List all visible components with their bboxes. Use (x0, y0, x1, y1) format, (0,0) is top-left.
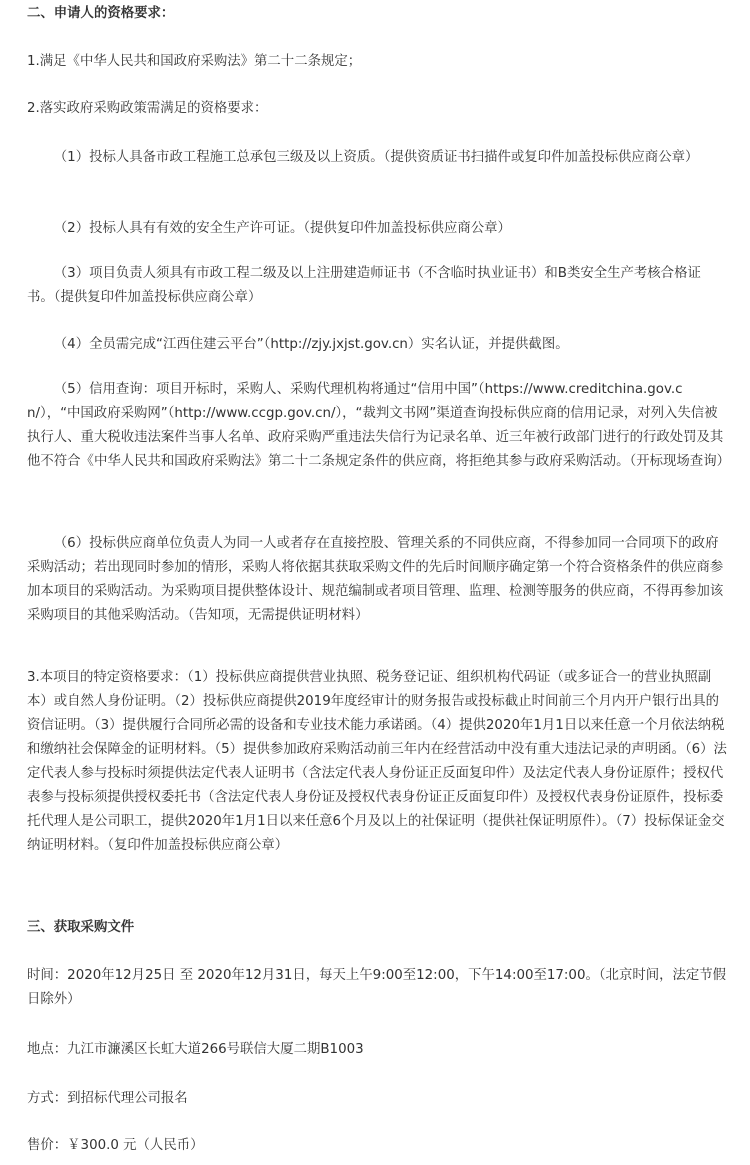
requirement-3: 3.本项目的特定资格要求：（1）投标供应商提供营业执照、税务登记证、组织机构代码证（或多证合一的营业执照副本）或自然人身份证明。（2）投标供应商提供2019年度经审计的财务报告或投标截止时间前三个月内开户银行出具的资信证明。（3）提供履行合同所必需的设备和专业技术能力承诺函。（4）提供2020年1月1日以来任意一个月依法纳税和缴纳社会保障金的证明材料。（5）提供参加政府采购活动前三年内在经营活动中没有重大违法记录的声明函。（6）法定代表人参与投标时须提供法定代表人证明书（含法定代表人身份证正反面复印件）及法定代表人身份证原件；授权代表参与投标须提供授权委托书（含法定代表人身份证及授权代表身份证正反面复印件）及授权代表身份证原件，投标委托代理人是公司职工，提供2020年1月1日以来任意6个月及以上的社保证明（提供社保证明原件）。（7）投标保证金交纳证明材料。（复印件加盖投标供应商公章） (27, 670, 727, 853)
requirement-2-sub-1: （1）投标人具备市政工程施工总承包三级及以上资质。（提供资质证书扫描件或复印件加盖投标供应商公章） (53, 150, 699, 165)
requirement-2-sub-4: （4）全员需完成“江西住建云平台”（http://zjy.jxjst.gov.cn）实名认证，并提供截图。 (53, 337, 569, 352)
section-3-heading: 三、获取采购文件 (27, 920, 135, 935)
section-2-heading: 二、申请人的资格要求： (27, 6, 175, 21)
acquisition-method: 方式：到招标代理公司报名 (27, 1091, 188, 1106)
acquisition-time: 时间：2020年12月25日 至 2020年12月31日，每天上午9:00至12:00，下午14:00至17:00。（北京时间，法定节假日除外） (27, 968, 727, 1007)
requirement-1: 1.满足《中华人民共和国政府采购法》第二十二条规定； (27, 54, 362, 69)
requirement-2-sub-5: （5）信用查询：项目开标时，采购人、采购代理机构将通过“信用中国”（https://www.creditchina.gov.cn/），“中国政府采购网”（http://www.ccgp.gov.cn/），“裁判文书网”渠道查询投标供应商的信用记录，对列入失信被执行人、重大税收违法案件当事人名单、政府采购严重违法失信行为记录名单、近三年被行政部门进行的行政处罚及其他不符合《中华人民共和国政府采购法》第二十二条规定条件的供应商，将拒绝其参与政府采购活动。（开标现场查询） (27, 382, 730, 469)
requirement-2-sub-3: （3）项目负责人须具有市政工程二级及以上注册建造师证书（不含临时执业证书）和B类安全生产考核合格证书。（提供复印件加盖投标供应商公章） (27, 266, 701, 305)
requirement-2-sub-6: （6）投标供应商单位负责人为同一人或者存在直接控股、管理关系的不同供应商，不得参加同一合同项下的政府采购活动；若出现同时参加的情形，采购人将依据其获取采购文件的先后时间顺序确定第一个符合资格条件的供应商参加本项目的采购活动。为采购项目提供整体设计、规范编制或者项目管理、监理、检测等服务的供应商，不得再参加该采购项目的其他采购活动。（告知项，无需提供证明材料） (27, 536, 724, 623)
requirement-2-sub-2: （2）投标人具有有效的安全生产许可证。（提供复印件加盖投标供应商公章） (53, 221, 511, 236)
document-price: 售价：￥300.0 元（人民币） (27, 1138, 204, 1153)
acquisition-place: 地点：九江市濂溪区长虹大道266号联信大厦二期B1003 (27, 1042, 364, 1057)
requirement-2: 2.落实政府采购政策需满足的资格要求： (27, 101, 268, 116)
